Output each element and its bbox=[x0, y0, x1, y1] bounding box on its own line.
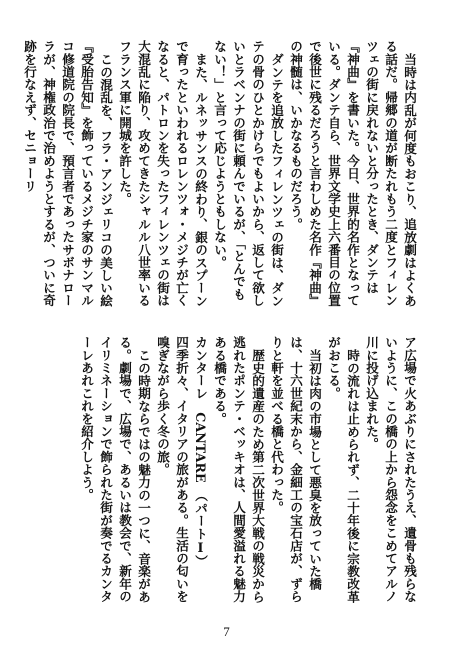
section-heading: カンターレ CANTARE （パートⅠ） bbox=[193, 336, 208, 568]
paragraph: 当時は内乱が何度もおこり、追放劇はよくある話だ。帰郷の道が断たれもう二度とフィレンツェの街に戻れないと分ったとき、ダンテは『神曲』を書いた。今日、世界的名作となっている。ダンテ自ら、世界文学史上六番目の位置で後世に残るだろうと言わしめた名作『神曲』の神髄は、いかなるものだろう。 bbox=[288, 40, 417, 307]
paragraph: また、ルネッサンスの終わり、銀のスプーンで育ったといわれるロレンツォ・メジチが亡くなると、パトロンを失ったフィレンツェの街は大混乱に陥り、攻めてきたシャルル八世率いるフランス軍に開城を許した。 bbox=[117, 40, 208, 307]
paragraph: 時の流れは止められず、二十年後に宗教改革がおこる。 bbox=[326, 336, 360, 603]
upper-text-block bbox=[22, 40, 419, 308]
paragraph: 歴史的遺産のため第二次世界大戦の戦災から逃れたポンテ・ベッキオは、人間愛溢れる魅力ある橋である。 bbox=[212, 336, 265, 603]
paragraph: ア広場で火あぶりにされたうえ、遺骨も残らないように、この橋の上から怨念をこめてアルノ川に投げ込まれた。 bbox=[364, 336, 417, 603]
paragraph: 四季折々、イタリアの旅がある。生活の匂いを嗅ぎながら歩く冬の旅。 bbox=[155, 336, 189, 603]
paragraph: この時期ならではの魅力の一つに、音楽がある。劇場で、広場で、あるいは教会で、新年のイリミネーションで飾られた街が奏でるカンターレあれこれを紹介しよう。 bbox=[79, 336, 151, 603]
lower-text-block bbox=[27, 336, 419, 614]
paragraph: 当初は肉の市場として悪臭を放っていた橋は、十六世紀末から、金細工の宝石店が、ずらりと軒を並べる橋と代わった。 bbox=[269, 336, 322, 603]
paragraph: ダンテを追放したフィレンツェの街は、ダンテの骨のひとかけらでもよいから、返して欲しいとラベンナの街に頼んでいるが、「とんでもない！」と言って応じようともしない。 bbox=[212, 40, 284, 307]
page-number: 7 bbox=[223, 624, 230, 639]
paragraph: この混乱を、フラ・アンジェリコの美しい絵『受胎告知』を飾っているメジチ家のサンマルコ修道院の院長で、預言者であったサボナローラが、神権政治で治めようとするが、ついに奇跡を行なえず、セニョーリ bbox=[22, 40, 113, 307]
